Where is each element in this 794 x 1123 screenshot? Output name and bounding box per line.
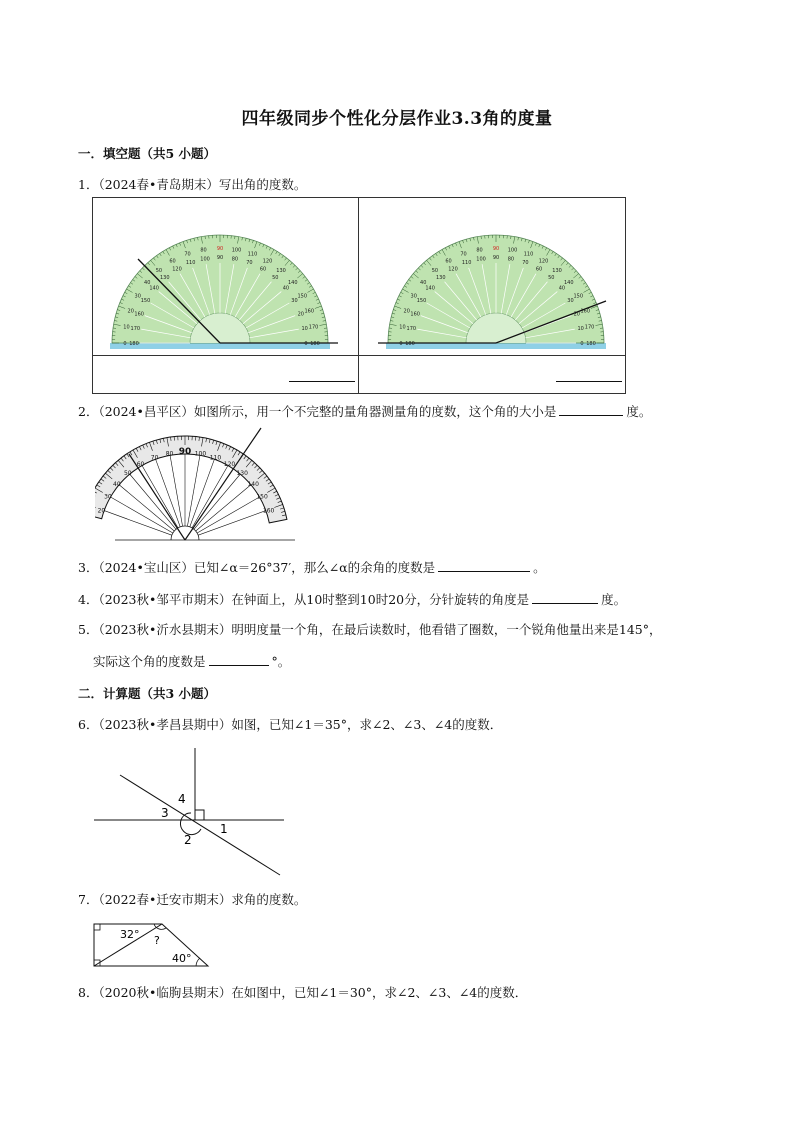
svg-text:120: 120	[172, 266, 182, 273]
trapezoid-figure	[90, 920, 215, 970]
question-5: 5．（2023秋•沂水县期末）明明度量一个角，在最后读数时，他看错了圈数，一个锐角他量出来是145°，	[78, 622, 662, 637]
svg-text:100: 100	[507, 247, 518, 254]
svg-text:130: 130	[159, 275, 170, 282]
section-heading-calc: 二．计算题（共3 小题）	[78, 686, 217, 701]
svg-text:70: 70	[522, 260, 529, 267]
svg-text:110: 110	[209, 454, 222, 462]
svg-text:110: 110	[185, 260, 196, 267]
svg-text:80: 80	[165, 450, 174, 458]
svg-text:20: 20	[573, 311, 581, 318]
svg-text:110: 110	[461, 260, 472, 267]
svg-text:160: 160	[410, 311, 420, 318]
question-7: 7．（2022春•迁安市期末）求角的度数。	[78, 892, 307, 907]
svg-text:80: 80	[507, 256, 515, 263]
svg-text:80: 80	[231, 256, 239, 263]
page-title: 四年级同步个性化分层作业3.3角的度量	[241, 109, 553, 129]
svg-text:0: 0	[123, 341, 127, 347]
svg-text:100: 100	[476, 256, 486, 263]
svg-text:40: 40	[144, 279, 151, 286]
svg-text:90: 90	[492, 246, 500, 252]
svg-text:150: 150	[256, 493, 268, 501]
angle-label-unknown: ?	[154, 934, 160, 947]
svg-text:70: 70	[184, 251, 191, 258]
question-8: 8．（2020秋•临朐县期末）在如图中，已知∠1＝30°，求∠2、∠3、∠4的度数．	[78, 985, 528, 1000]
svg-text:130: 130	[552, 268, 562, 275]
question-5-line2: 实际这个角的度数是 °。	[93, 654, 291, 669]
svg-text:40: 40	[420, 279, 427, 286]
svg-text:10: 10	[577, 326, 584, 333]
svg-text:150: 150	[297, 293, 308, 300]
svg-text:30: 30	[134, 293, 141, 300]
svg-text:50: 50	[123, 469, 132, 477]
angle-label-2: 2	[184, 833, 192, 847]
svg-text:130: 130	[276, 268, 286, 275]
svg-text:90: 90	[492, 255, 500, 261]
answer-blank-1b[interactable]	[556, 381, 622, 382]
question-6: 6．（2023秋•孝昌县期中）如图，已知∠1＝35°，求∠2、∠3、∠4的度数．	[78, 717, 503, 732]
svg-text:140: 140	[564, 279, 574, 286]
svg-text:60: 60	[169, 258, 176, 265]
svg-text:40: 40	[282, 285, 290, 292]
angle-label-3: 3	[161, 806, 169, 820]
svg-text:140: 140	[149, 285, 159, 292]
answer-blank-5[interactable]	[209, 653, 269, 666]
svg-text:20: 20	[97, 507, 106, 515]
svg-text:160: 160	[262, 507, 275, 515]
angle-label-1: 1	[220, 822, 228, 836]
svg-text:150: 150	[140, 298, 151, 304]
svg-text:140: 140	[288, 279, 298, 286]
svg-text:0: 0	[399, 341, 403, 347]
svg-text:120: 120	[538, 258, 549, 265]
svg-text:100: 100	[200, 256, 210, 263]
svg-text:130: 130	[236, 469, 248, 477]
angle-label-40: 40°	[172, 952, 192, 965]
svg-text:40: 40	[558, 285, 566, 292]
svg-text:30: 30	[410, 293, 417, 300]
svg-text:180: 180	[129, 341, 139, 347]
svg-text:50: 50	[272, 275, 279, 282]
svg-text:20: 20	[297, 311, 305, 318]
answer-blank-4[interactable]	[532, 591, 598, 604]
question-4: 4．（2023秋•邹平市期末）在钟面上，从10时整到10时20分，分针旋转的角度是 度。	[78, 592, 627, 607]
svg-text:90: 90	[216, 246, 224, 252]
svg-text:170: 170	[130, 326, 141, 333]
svg-text:10: 10	[301, 326, 308, 333]
svg-text:180: 180	[310, 341, 320, 347]
svg-text:10: 10	[123, 324, 130, 331]
svg-text:180: 180	[405, 341, 415, 347]
svg-text:120: 120	[448, 266, 458, 273]
svg-text:100: 100	[231, 247, 242, 254]
svg-text:110: 110	[523, 251, 534, 258]
protractor-right	[378, 235, 606, 349]
protractor-figures	[92, 197, 626, 355]
svg-text:120: 120	[223, 460, 236, 468]
svg-text:70: 70	[246, 260, 253, 267]
svg-text:0: 0	[304, 341, 308, 347]
svg-text:20: 20	[127, 308, 134, 315]
svg-text:0: 0	[580, 341, 584, 347]
svg-text:70: 70	[460, 251, 467, 258]
svg-text:170: 170	[584, 324, 595, 331]
svg-text:10: 10	[399, 324, 406, 331]
section-heading-fill: 一．填空题（共5 小题）	[78, 146, 217, 161]
svg-text:170: 170	[308, 324, 319, 331]
svg-text:40: 40	[113, 480, 121, 488]
svg-text:180: 180	[586, 341, 596, 347]
svg-text:120: 120	[262, 258, 273, 265]
svg-text:160: 160	[134, 311, 144, 318]
svg-text:50: 50	[155, 268, 163, 275]
svg-text:90: 90	[216, 255, 224, 261]
svg-text:50: 50	[548, 275, 555, 282]
protractor-left	[110, 235, 338, 349]
question-2: 2．（2024•昌平区）如图所示，用一个不完整的量角器测量角的度数，这个角的大小是 度。	[78, 404, 652, 419]
answer-blank-2[interactable]	[559, 403, 623, 416]
svg-text:30: 30	[291, 298, 298, 304]
svg-text:60: 60	[445, 258, 452, 265]
angle-label-32: 32°	[120, 928, 140, 941]
angle-label-4: 4	[178, 792, 186, 806]
svg-text:150: 150	[416, 298, 427, 304]
svg-text:160: 160	[304, 308, 315, 315]
svg-text:70: 70	[150, 454, 159, 462]
intersecting-lines-figure	[90, 748, 290, 878]
svg-text:150: 150	[573, 293, 584, 300]
svg-text:100: 100	[194, 450, 207, 458]
svg-text:30: 30	[104, 493, 112, 501]
question-1: 1．（2024春•青岛期末）写出角的度数。	[78, 177, 307, 192]
svg-text:20: 20	[403, 308, 410, 315]
svg-text:60: 60	[259, 266, 267, 273]
answer-blank-3[interactable]	[438, 559, 530, 572]
answer-blank-1a[interactable]	[289, 381, 355, 382]
svg-text:80: 80	[476, 247, 483, 254]
question-3: 3．（2024•宝山区）已知∠α＝26°37′，那么∠α的余角的度数是 。	[78, 560, 546, 575]
svg-text:140: 140	[247, 480, 259, 488]
svg-text:60: 60	[535, 266, 543, 273]
svg-text:60: 60	[136, 460, 145, 468]
svg-text:90: 90	[178, 447, 192, 457]
svg-text:50: 50	[431, 268, 439, 275]
svg-text:140: 140	[425, 285, 435, 292]
svg-text:110: 110	[247, 251, 258, 258]
svg-text:130: 130	[435, 275, 446, 282]
svg-text:30: 30	[567, 298, 574, 304]
svg-text:160: 160	[580, 308, 591, 315]
partial-protractor-figure	[95, 422, 300, 544]
svg-text:80: 80	[200, 247, 207, 254]
svg-text:170: 170	[406, 326, 417, 333]
